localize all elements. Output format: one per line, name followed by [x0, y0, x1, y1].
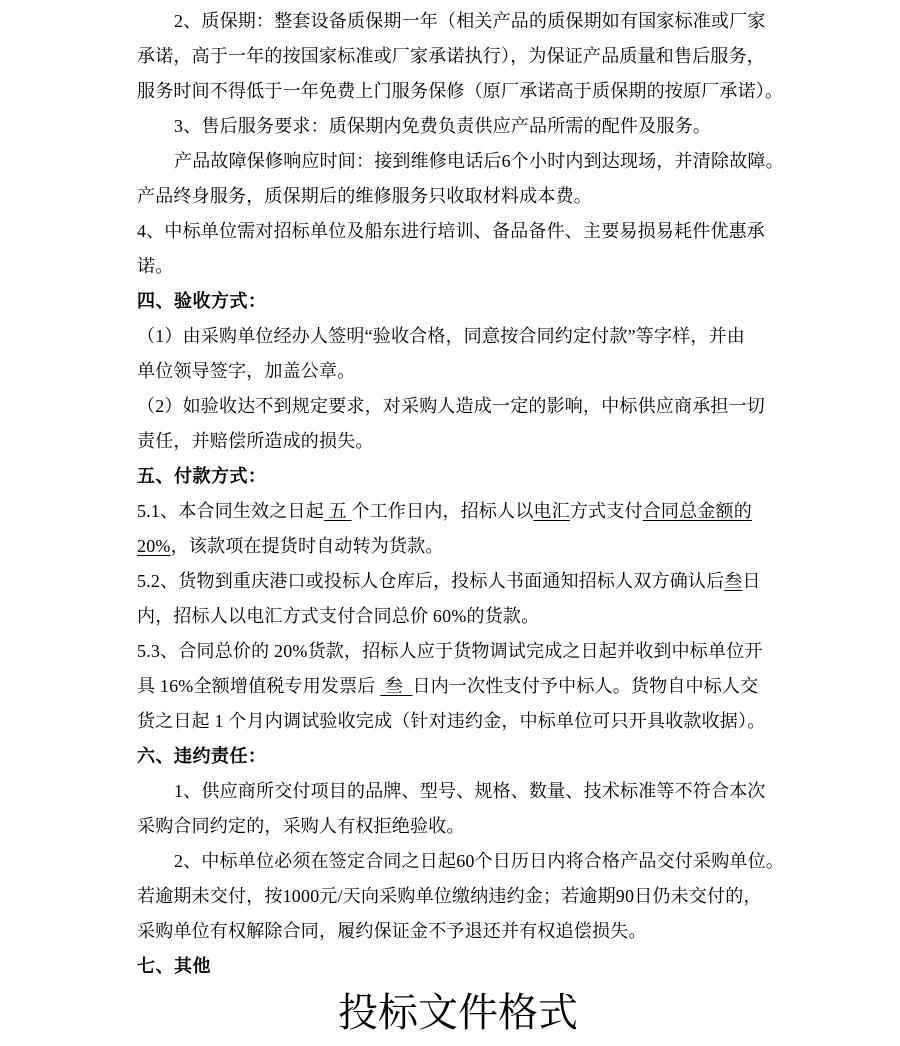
page-title: 投标文件格式 [338, 990, 578, 1035]
doc-line: 具 16%全额增值税专用发票后 叁 日内一次性支付予中标人。货物自中标人交 [137, 676, 759, 696]
doc-line: 诺。 [137, 256, 174, 276]
section-heading-payment: 五、付款方式： [137, 466, 267, 486]
doc-line: 货之日起 1 个月内调试验收完成（针对违约金，中标单位可只开具收款收据）。 [137, 711, 766, 731]
section-heading-breach: 六、违约责任： [137, 746, 267, 766]
doc-line-training: 4、中标单位需对招标单位及船东进行培训、备品备件、主要易损易耗件优惠承 [137, 221, 765, 241]
doc-line-acceptance-2: （2）如验收达不到规定要求，对采购人造成一定的影响，中标供应商承担一切 [137, 396, 765, 416]
doc-line-acceptance-1: （1）由采购单位经办人签明“验收合格，同意按合同约定付款”等字样，并由 [137, 326, 745, 346]
doc-line-payment-5-3: 5.3、合同总价的 20%货款，招标人应于货物调试完成之日起并收到中标单位开 [137, 641, 763, 661]
doc-line: 若逾期未交付，按1000元/天向采购单位缴纳违约金；若逾期90日仍未交付的， [137, 886, 762, 906]
doc-line: 承诺，高于一年的按国家标准或厂家承诺执行），为保证产品质量和售后服务， [137, 46, 765, 66]
doc-line: 内，招标人以电汇方式支付合同总价 60%的货款。 [137, 606, 540, 626]
doc-line-breach-1: 1、供应商所交付项目的品牌、型号、规格、数量、技术标准等不符合本次 [174, 781, 766, 801]
doc-line: 采购单位有权解除合同，履约保证金不予退还并有权追偿损失。 [137, 921, 647, 941]
doc-line-after-sales: 3、售后服务要求：质保期内免费负责供应产品所需的配件及服务。 [174, 116, 711, 136]
doc-line-breach-2: 2、中标单位必须在签定合同之日起60个日历日内将合格产品交付采购单位。 [174, 851, 784, 871]
doc-line: 单位领导签字，加盖公章。 [137, 361, 356, 381]
doc-line: 服务时间不得低于一年免费上门服务保修（原厂承诺高于质保期的按原厂承诺）。 [137, 81, 784, 101]
doc-line: 采购合同约定的，采购人有权拒绝验收。 [137, 816, 465, 836]
doc-line-payment-5-2: 5.2、货物到重庆港口或投标人仓库后，投标人书面通知招标人双方确认后叁日 [137, 571, 761, 591]
doc-line-response-time: 产品故障保修响应时间：接到维修电话后6个小时内到达现场，并清除故障。 [174, 151, 784, 171]
section-heading-other: 七、其他 [137, 956, 211, 976]
doc-line-warranty-period: 2、质保期：整套设备质保期一年（相关产品的质保期如有国家标准或厂家 [174, 11, 766, 31]
doc-line: 责任，并赔偿所造成的损失。 [137, 431, 374, 451]
doc-line: 20%，该款项在提货时自动转为货款。 [137, 536, 444, 556]
doc-line: 产品终身服务，质保期后的维修服务只收取材料成本费。 [137, 186, 592, 206]
doc-line-payment-5-1: 5.1、本合同生效之日起 五 个工作日内，招标人以电汇方式支付合同总金额的 [137, 501, 752, 521]
section-heading-acceptance: 四、验收方式： [137, 291, 267, 311]
